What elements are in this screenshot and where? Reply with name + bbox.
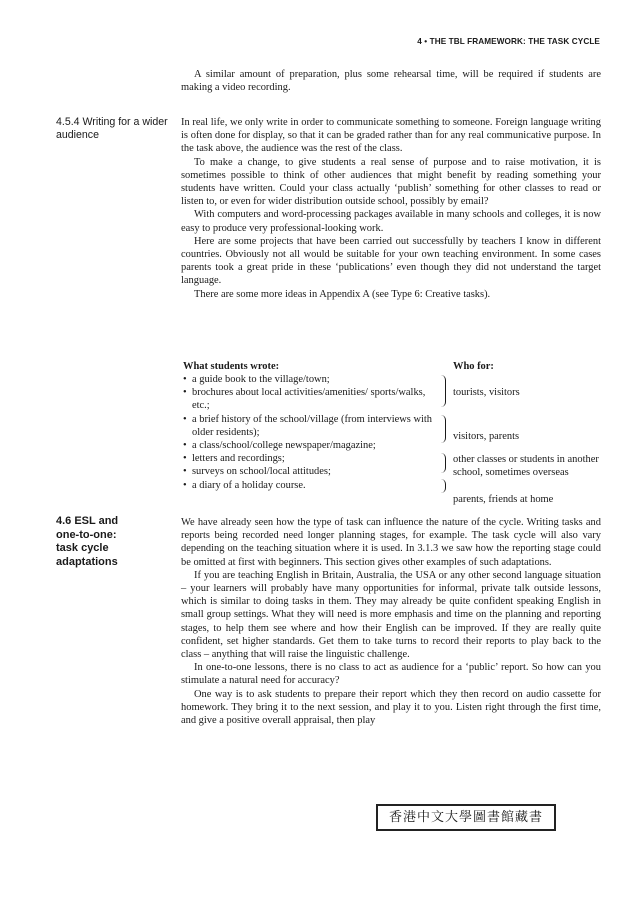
running-head: 4 • THE TBL FRAMEWORK: THE TASK CYCLE — [417, 37, 600, 46]
table-header-what: What students wrote: — [183, 361, 280, 372]
section-label-line: adaptations — [56, 555, 118, 568]
list-item: • a class/school/college newspaper/magazine; — [181, 439, 442, 452]
brace — [437, 415, 446, 443]
section-label-4-6 — [56, 515, 174, 569]
paragraph: In real life, we only write in order to communicate something to someone. Foreign language writing is often done for display, so that it can be graded rather than for any real communicative purpose. In the task above, the audience was the rest of the class. — [181, 117, 601, 155]
audience-cell: visitors, parents — [453, 431, 520, 442]
list-item: • a guide book to the village/town; — [181, 373, 442, 386]
audience-cell: parents, friends at home — [453, 494, 554, 505]
intro-paragraph: A similar amount of preparation, plus some rehearsal time, will be required if students are making a video recording. — [181, 69, 601, 94]
brace — [437, 453, 446, 473]
list-item: • surveys on school/local attitudes; — [181, 465, 442, 478]
intro-block — [181, 68, 601, 94]
brace — [437, 479, 446, 493]
list-item: • brochures about local activities/amenities/ sports/walks, etc.; — [181, 386, 442, 412]
paragraph: With computers and word-processing packages available in many schools and colleges, it is now easy to produce very professional-looking work. — [181, 209, 601, 234]
section-label-4-5-4: 4.5.4 Writing for a wider audience — [56, 116, 168, 141]
paragraph: Here are some projects that have been carried out successfully by teachers I know in different countries. Obviously not all would be suitable for your own teaching environment. In some cases parents took a great pride in these ‘publications’ even though they did not understand the target language. — [181, 235, 601, 287]
list-item: • a diary of a holiday course. — [181, 479, 442, 492]
paragraph: To make a change, to give students a real sense of purpose and to raise motivation, it is sometimes possible to think of other audiences that might benefit by reading something your students have written. Could your class actually ‘publish’ something for other classes to read or listen to, or even for wider distribution outside school, possibly by email? — [181, 156, 601, 208]
brace — [437, 375, 446, 407]
library-stamp: 香港中文大學圖書館藏書 — [376, 804, 556, 831]
list-item: • a brief history of the school/village (from interviews with older residents); — [181, 413, 442, 439]
section-label-line: one-to-one: — [56, 528, 117, 541]
paragraph: We have already seen how the type of task can influence the nature of the cycle. Writing tasks and reports being recorded need longer planning stages, for example. The task cycle will also vary depending on the teaching situation where it is used. In 3.1.3 we saw how the reporting stage could be omitted at first with beginners. This section gives other examples of such adaptations. — [181, 517, 601, 568]
audience-cell: tourists, visitors — [453, 387, 520, 398]
audience-cell: other classes or students in another school, sometimes overseas — [453, 454, 599, 479]
table-header-who: Who for: — [453, 361, 494, 372]
section-label-line: task cycle — [56, 542, 109, 554]
section-4-5-4-body — [181, 116, 601, 301]
paragraph: One way is to ask students to prepare their report which they then record on audio cassette for homework. They bring it to the next session, and play it to you. Listen right through the first time, and give a positive overall appraisal, then play — [181, 688, 601, 727]
table-rows — [181, 373, 606, 505]
paragraph: There are some more ideas in Appendix A (see Type 6: Creative tasks). — [194, 288, 491, 300]
paragraph: If you are teaching English in Britain, Australia, the USA or any other second language situation – your learners will probably have many opportunities for informal, private talk outside lessons, which is similar to doing tasks in them. They may already be quite confident speaking English in small group settings. What they will need is more emphasis and time on the planning and reporting stages, to help them see where and how their English can be improved. If they are really quite confident, set higher standards. Get them to take turns to record their reports to play back to the class – anything that will raise the linguistic challenge. — [181, 569, 601, 661]
paragraph: In one-to-one lessons, there is no class to act as audience for a ‘public’ report. So how can you stimulate a natural need for accuracy? — [181, 662, 601, 687]
list-item: • letters and recordings; — [181, 452, 442, 465]
section-label-line: 4.6 ESL and — [56, 515, 119, 527]
section-4-6-body — [181, 516, 601, 727]
